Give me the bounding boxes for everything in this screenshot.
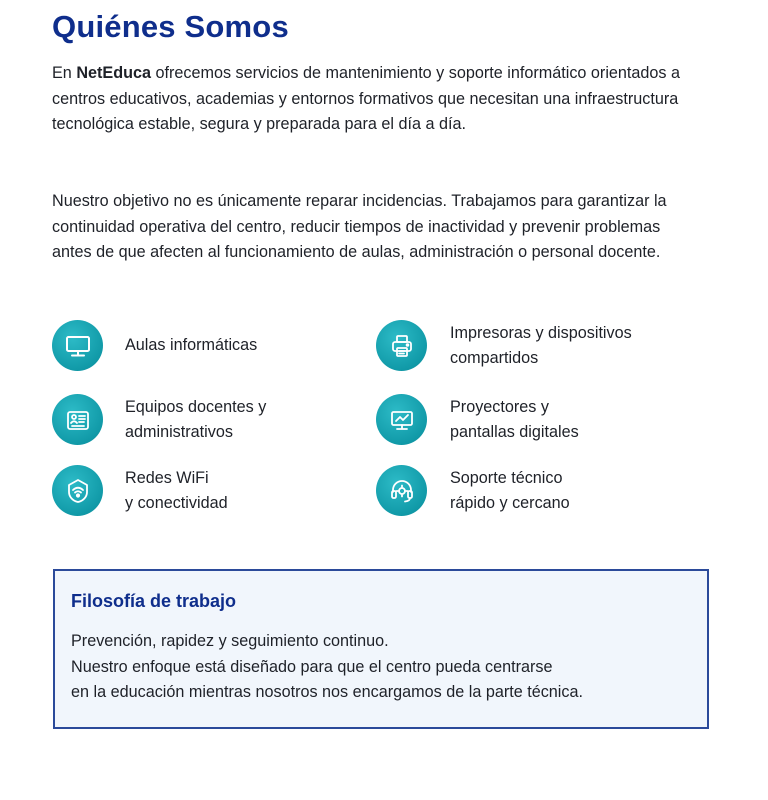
feature-label-line: Aulas informáticas <box>125 336 258 354</box>
feature-label <box>125 333 257 358</box>
philosophy-line: Prevención, rapidez y seguimiento continuo. <box>71 632 389 650</box>
feature-staff-devices <box>52 394 266 445</box>
feature-label-line: Impresoras y dispositivos <box>450 323 632 342</box>
philosophy-line: en la educación mientras nosotros nos encargamos de la parte técnica. <box>71 683 584 701</box>
intro-paragraph <box>52 61 692 138</box>
feature-computer-labs <box>52 320 257 371</box>
feature-label-line: Equipos docentes y <box>125 397 267 416</box>
feature-label <box>125 395 266 445</box>
page-title: Quiénes Somos <box>52 9 289 44</box>
feature-label-line: Proyectores y <box>450 397 549 416</box>
intro-text: ofrecemos servicios de mantenimiento y soporte informático orientados a centros educativos, academias y entornos formativos que necesitan una infraestructura tecnológica estable, segura y preparada para el día a día. <box>52 64 681 133</box>
support-headset-icon <box>376 465 427 516</box>
feature-label <box>450 321 632 371</box>
philosophy-body <box>71 629 691 706</box>
feature-label-line: Redes WiFi <box>125 468 209 487</box>
philosophy-line: Nuestro enfoque está diseñado para que el centro pueda centrarse <box>71 657 553 676</box>
feature-label-line: rápido y cercano <box>450 493 570 512</box>
objective-paragraph: Nuestro objetivo no es únicamente reparar incidencias. Trabajamos para garantizar la continuidad operativa del centro, reducir tiempos de inactividad y prevenir problemas antes de que afecten al funcionamiento de aulas, administración o personal docente. <box>52 192 667 261</box>
feature-label-line: compartidos <box>450 348 539 367</box>
feature-label <box>125 466 228 516</box>
philosophy-heading: Filosofía de trabajo <box>71 591 237 611</box>
printer-icon <box>376 320 427 371</box>
feature-label-line: Soporte técnico <box>450 468 563 487</box>
projector-screen-icon <box>376 394 427 445</box>
feature-projectors <box>376 394 579 445</box>
monitor-icon <box>52 320 103 371</box>
feature-label-line: y conectividad <box>125 493 228 512</box>
feature-wifi-networks <box>52 465 228 516</box>
feature-label <box>450 395 579 445</box>
staff-devices-icon <box>52 394 103 445</box>
intro-prefix: En <box>52 64 77 82</box>
brand-name: NetEduca <box>76 64 151 82</box>
feature-label <box>450 466 570 516</box>
feature-printers <box>376 320 632 371</box>
feature-label-line: administrativos <box>125 422 233 441</box>
philosophy-box <box>53 569 709 729</box>
wifi-network-icon <box>52 465 103 516</box>
feature-tech-support <box>376 465 570 516</box>
feature-label-line: pantallas digitales <box>450 422 579 441</box>
